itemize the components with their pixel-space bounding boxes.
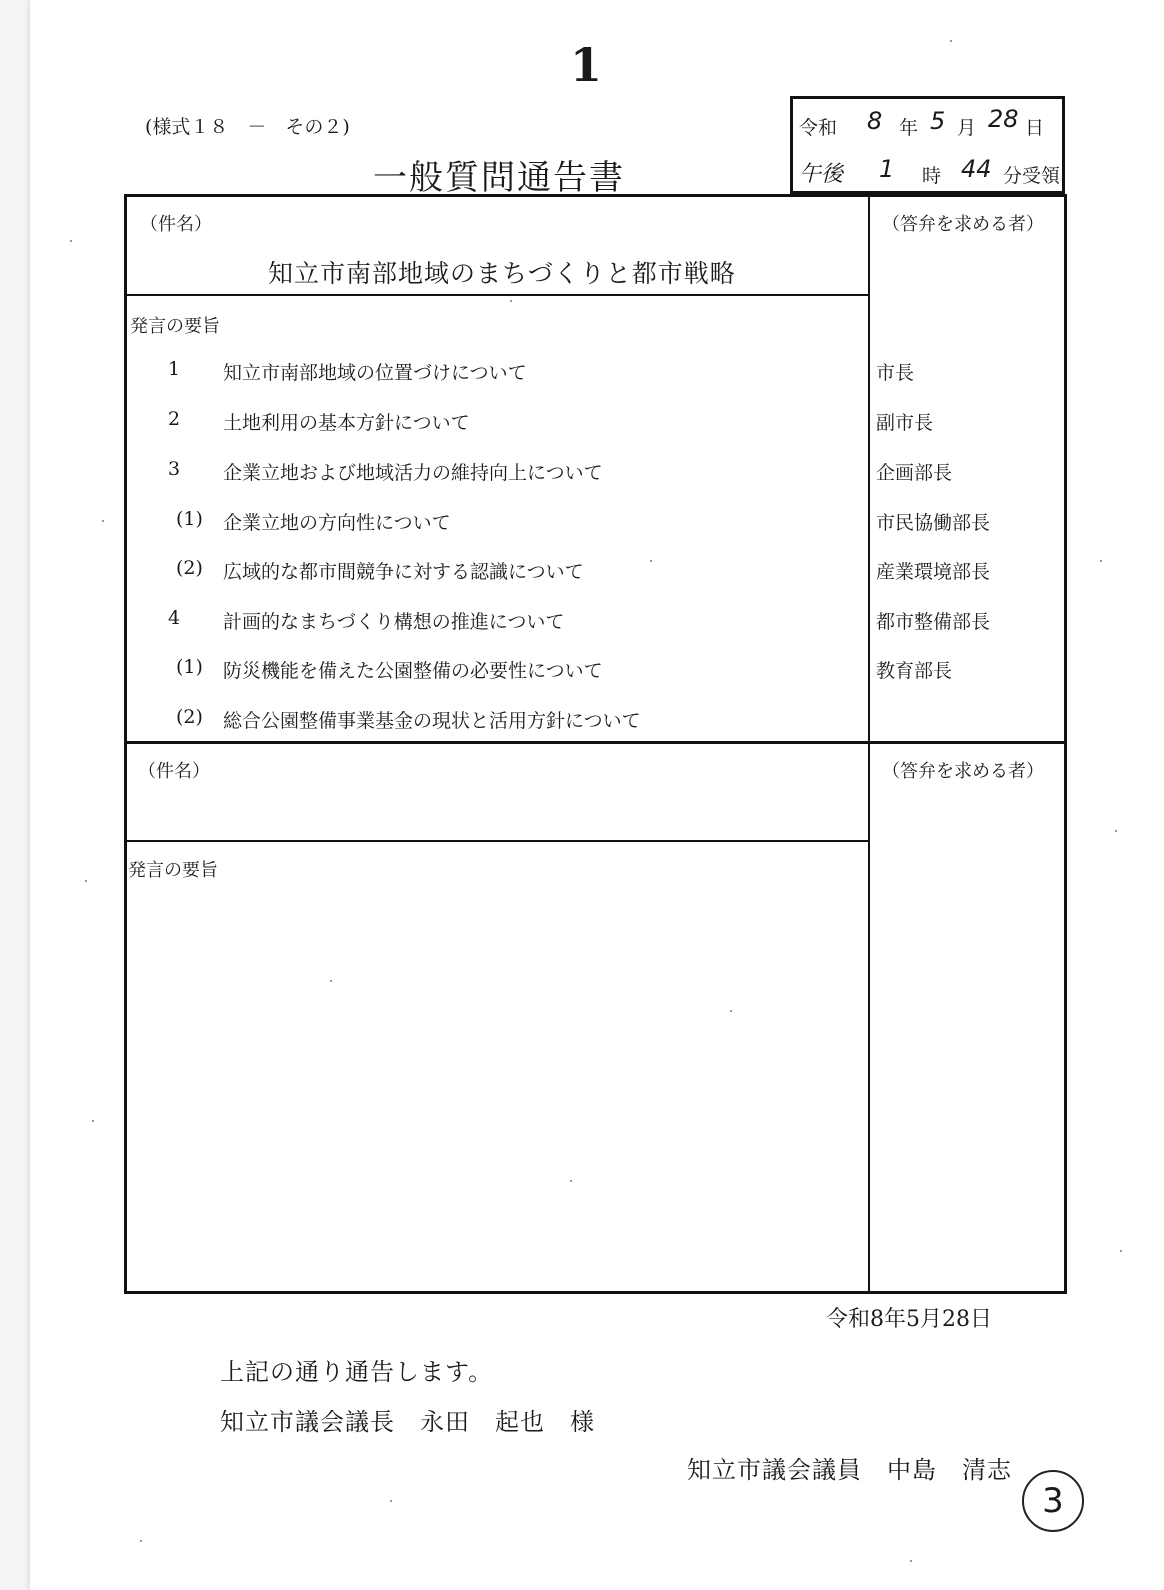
notice-date: 令和8年5月28日: [826, 1307, 992, 1332]
respondent: 教育部長: [876, 660, 953, 682]
receipt-month-unit: 月: [957, 117, 977, 139]
item-number: 2: [168, 408, 181, 430]
section2-summary-label: 発言の要旨: [128, 860, 218, 881]
item-number: 4: [168, 607, 181, 629]
receipt-minute-unit: 分受領: [1003, 165, 1061, 187]
respondent: 市民協働部長: [876, 512, 991, 534]
section1-respondent-label: （答弁を求める者）: [882, 214, 1044, 235]
receipt-day-unit: 日: [1025, 117, 1045, 139]
document-title: 一般質問通告書: [373, 158, 625, 198]
section2-respondent-label: （答弁を求める者）: [882, 761, 1044, 782]
respondent: 企画部長: [876, 462, 953, 484]
receipt-era: 令和: [799, 117, 838, 139]
sender: 知立市議会議員 中島 清志: [687, 1456, 1012, 1484]
receipt-box: [790, 96, 1065, 194]
section-separator: [124, 741, 1067, 744]
item-number: 3: [168, 458, 181, 480]
receipt-hour: 1: [879, 155, 895, 183]
respondent: 都市整備部長: [876, 611, 991, 633]
form-code: (様式１８ － その２): [145, 116, 350, 138]
addressee: 知立市議会議長 永田 起也 様: [220, 1408, 595, 1436]
item-number: 1: [168, 358, 181, 380]
item-text: 広域的な都市間競争に対する認識について: [223, 561, 584, 583]
section2-subject-divider: [124, 840, 869, 842]
column-divider: [868, 194, 870, 1294]
receipt-year: 8: [867, 107, 883, 135]
receipt-minute: 44: [961, 155, 992, 183]
item-text: 企業立地および地域活力の維持向上について: [223, 462, 603, 484]
respondent: 副市長: [876, 412, 934, 434]
item-number: (2): [176, 706, 203, 728]
circled-number: 3: [1022, 1470, 1084, 1532]
closing-statement: 上記の通り通告します。: [220, 1358, 494, 1386]
receipt-year-unit: 年: [899, 117, 919, 139]
item-text: 知立市南部地域の位置づけについて: [223, 362, 527, 384]
item-number: (1): [176, 508, 203, 530]
section1-summary-label: 発言の要旨: [130, 316, 220, 337]
page-number: 1: [570, 38, 603, 92]
document-page: [30, 0, 1164, 1590]
respondent: 市長: [876, 362, 915, 384]
receipt-ampm: 午後: [799, 162, 844, 187]
item-text: 防災機能を備えた公園整備の必要性について: [223, 660, 603, 682]
respondent: 産業環境部長: [876, 561, 991, 583]
item-text: 総合公園整備事業基金の現状と活用方針について: [223, 710, 641, 732]
item-number: (1): [176, 656, 203, 678]
receipt-day: 28: [988, 105, 1019, 133]
item-text: 計画的なまちづくり構想の推進について: [223, 611, 565, 633]
section1-subject-divider: [124, 294, 869, 296]
item-text: 土地利用の基本方針について: [223, 412, 470, 434]
receipt-month: 5: [930, 107, 946, 135]
section1-subject: 知立市南部地域のまちづくりと都市戦略: [268, 259, 736, 288]
section1-subject-label: （件名）: [140, 214, 212, 235]
section2-subject-label: （件名）: [138, 761, 210, 782]
receipt-hour-unit: 時: [922, 165, 942, 187]
item-text: 企業立地の方向性について: [223, 512, 451, 534]
item-number: (2): [176, 557, 203, 579]
